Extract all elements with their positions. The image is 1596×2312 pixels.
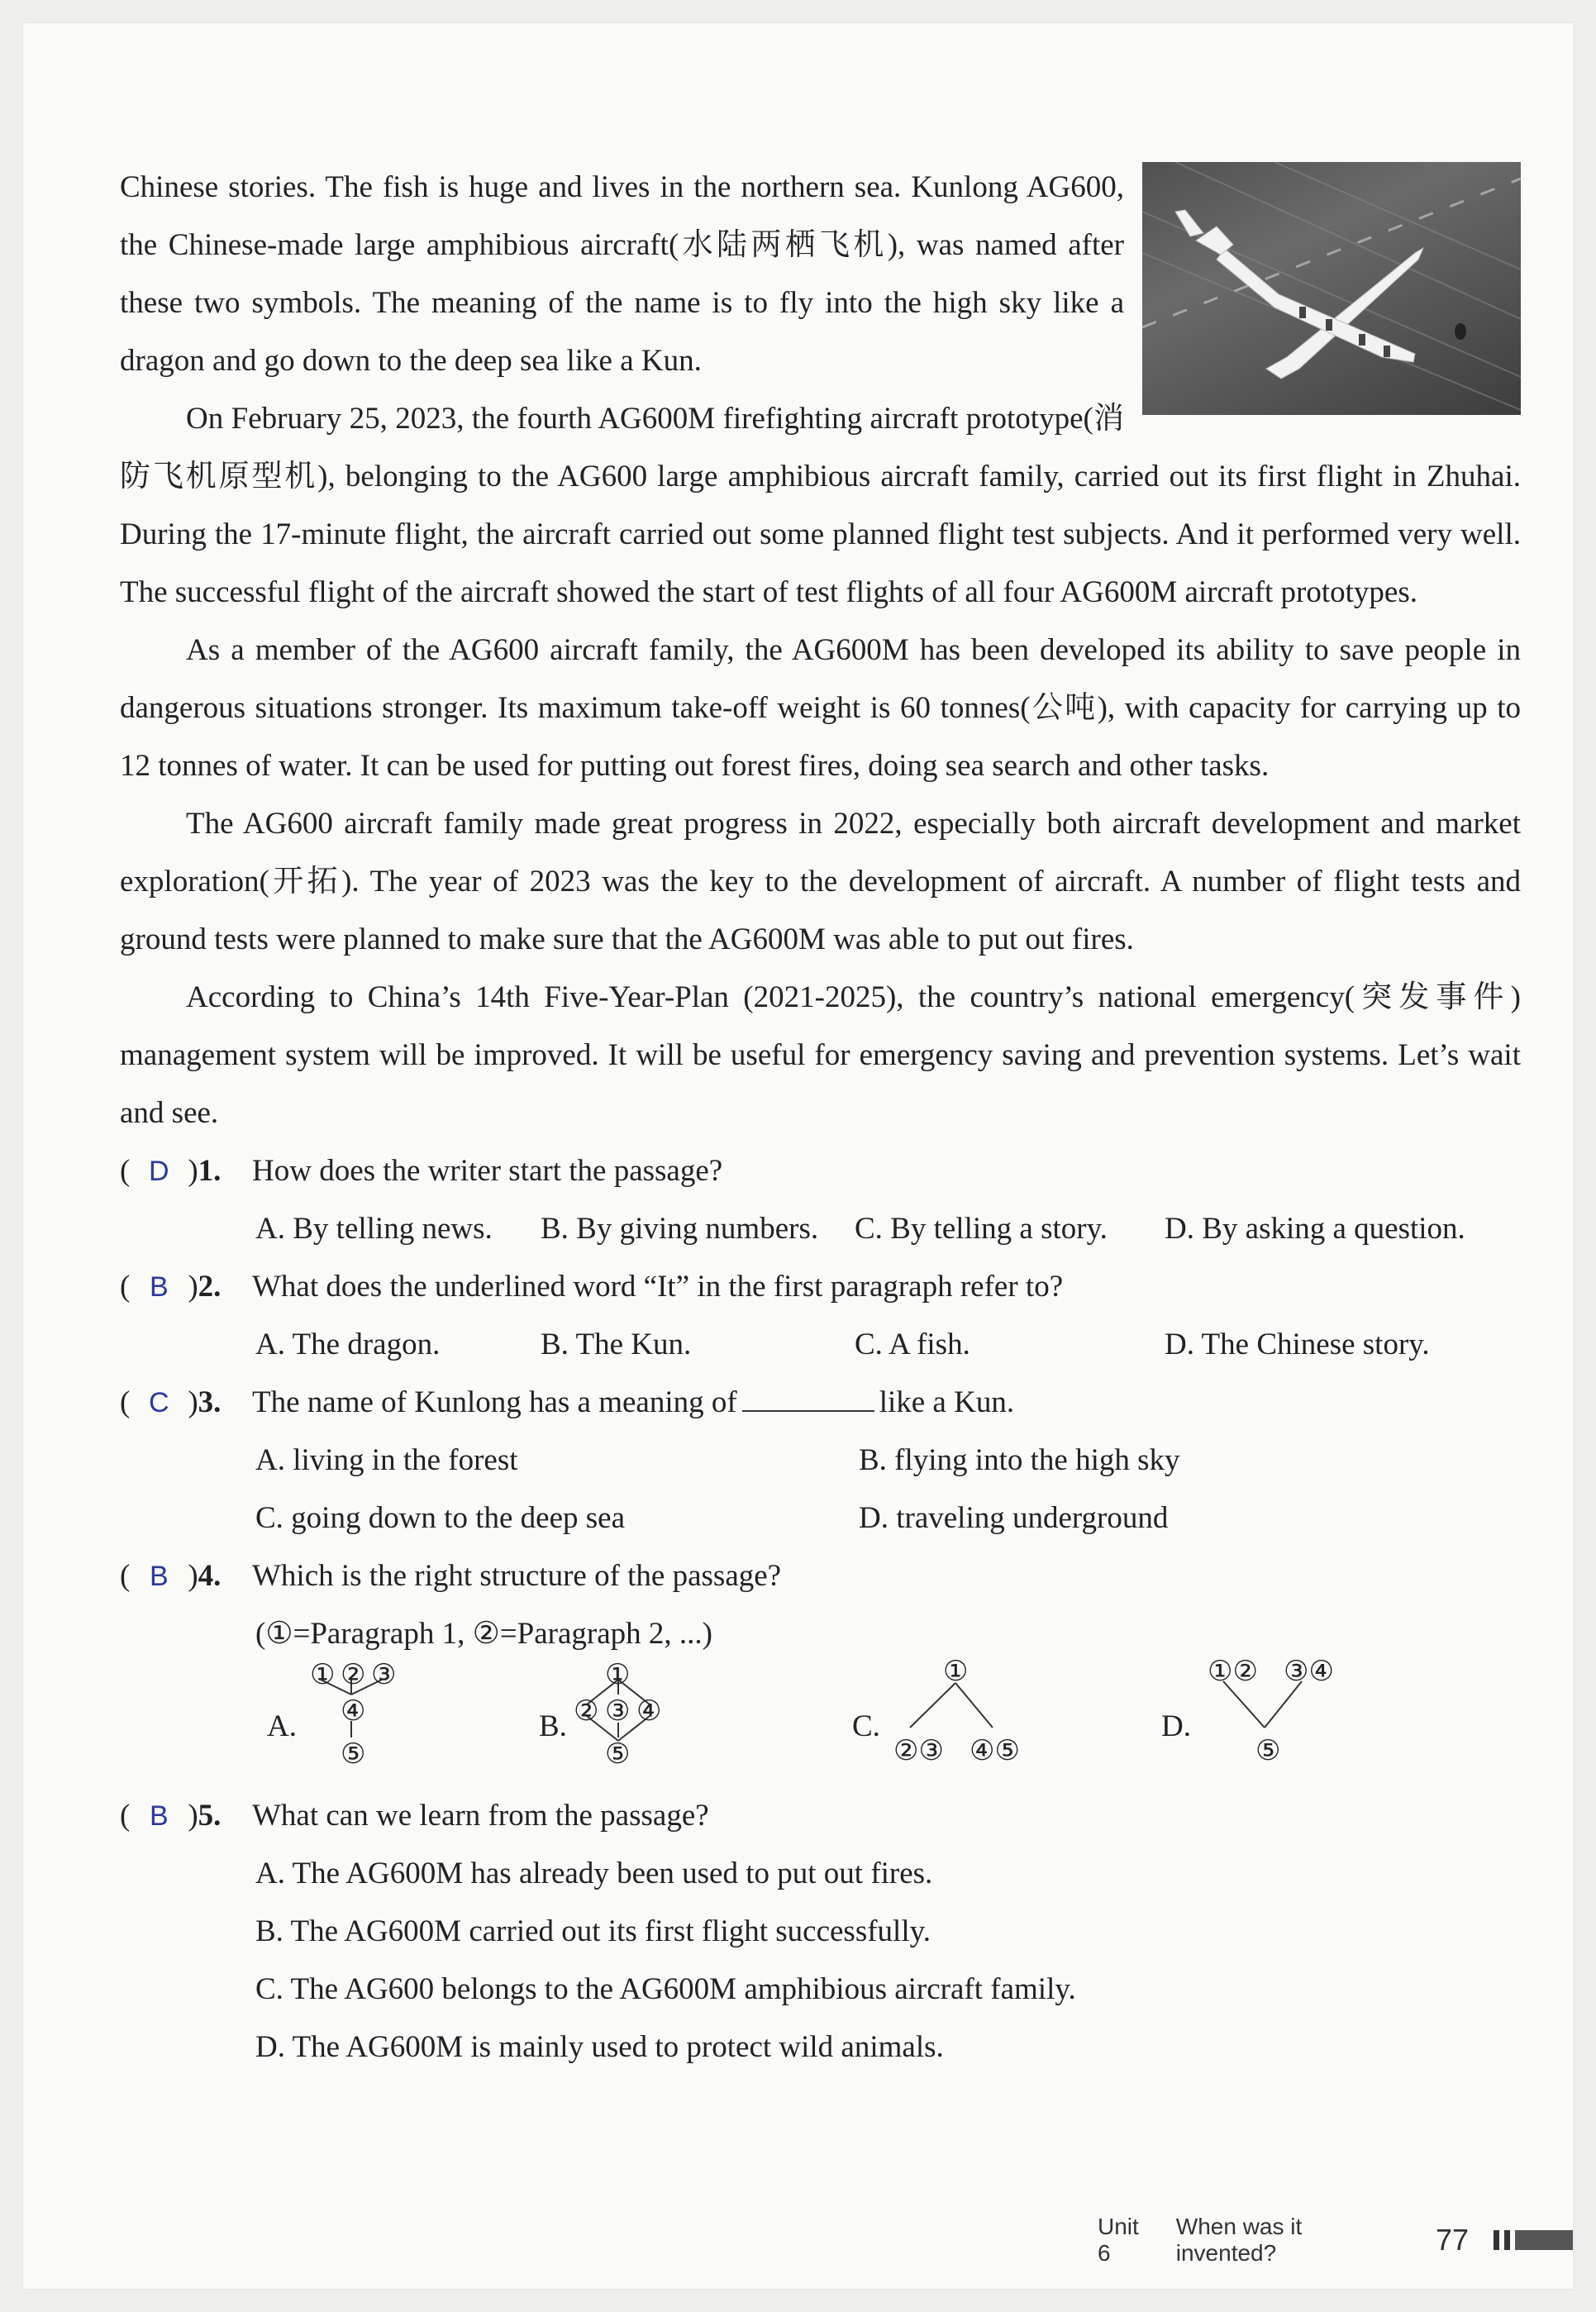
question-3-options-row1: [120, 1432, 1521, 1490]
paragraph-5: According to China’s 14th Five-Year-Plan (2021-2025), the country’s national emergency(突发事件) management system will be improved. It will be useful for emergency saving and prevention systems. Let’s wait and see.: [120, 980, 1521, 1130]
question-2-options: [120, 1316, 1521, 1374]
answer-1: D: [149, 1156, 169, 1187]
question-5: ( B )5. What can we learn from the passage?: [120, 1787, 1521, 1845]
answer-blank: [742, 1380, 874, 1412]
structure-diagrams: A. ① ② ③ ④ ⑤ B. ① ② ③ ④ ⑤ C. ① ②③ ④⑤ D. ①② ③④ ⑤: [267, 1657, 1334, 1770]
option-c: C. A fish.: [855, 1328, 970, 1361]
question-2: ( B )2. What does the underlined word “It” in the first paragraph refer to?: [120, 1258, 1521, 1316]
option-c: C. going down to the deep sea: [255, 1501, 625, 1535]
aircraft-photo: [1142, 162, 1521, 415]
question-1: ( D )1. How does the writer start the passage?: [120, 1142, 1521, 1200]
option-a: A. The dragon.: [255, 1328, 441, 1361]
answer-4: B: [149, 1561, 169, 1592]
option-d: D. By asking a question.: [1165, 1212, 1465, 1246]
paragraph-3: As a member of the AG600 aircraft family, the AG600M has been developed its ability to save people in dangerous situations stronger. Its maximum take-off weight is 60 tonnes(公吨), with capacity for carrying up to 12 tonnes of water. It can be used for putting out forest fires, doing sea search and other tasks.: [120, 633, 1521, 783]
question-2-text: What does the underlined word “It” in the first paragraph refer to?: [252, 1270, 1064, 1304]
question-4-subtext: (①=Paragraph 1, ②=Paragraph 2, ...): [255, 1617, 712, 1651]
option-b: B. The AG600M carried out its first flight successfully.: [255, 1914, 931, 1948]
question-3-text: The name of Kunlong has a meaning of like a Kun.: [252, 1374, 1014, 1432]
option-b: B. flying into the high sky: [859, 1443, 1180, 1477]
option-d: D. The AG600M is mainly used to protect wild animals.: [255, 2030, 944, 2064]
question-4-text: Which is the right structure of the passage?: [252, 1559, 782, 1593]
paragraph-4: The AG600 aircraft family made great progress in 2022, especially both aircraft development and market exploration(开拓). The year of 2023 was the key to the development of aircraft. A number of flight tests and ground tests were planned to make sure that the AG600M was able to put out fires.: [120, 807, 1521, 956]
question-4: ( B )4. Which is the right structure of the passage?: [120, 1547, 1521, 1605]
workbook-page: [23, 23, 1573, 2289]
option-c: C. By telling a story.: [855, 1212, 1108, 1246]
page-number: 77: [1435, 2223, 1469, 2257]
unit-label: Unit 6: [1098, 2214, 1139, 2266]
question-5-text: What can we learn from the passage?: [252, 1799, 709, 1833]
answer-5: B: [149, 1800, 169, 1832]
answer-2: B: [149, 1271, 169, 1303]
footer-decoration: [1494, 2230, 1573, 2250]
paragraph-2: On February 25, 2023, the fourth AG600M firefighting aircraft prototype(消防飞机原型机), belonging to the AG600 large amphibious aircraft family, carried out its first flight in Zhuhai. During the 17-minute flight, the aircraft carried out some planned flight test subjects. And it performed very well. The successful flight of the aircraft showed the start of test flights of all four AG600M aircraft prototypes.: [120, 402, 1521, 609]
question-1-options: [120, 1200, 1521, 1258]
option-a: A. By telling news.: [255, 1212, 493, 1246]
option-b: B. The Kun.: [541, 1328, 692, 1361]
option-b: B. By giving numbers.: [541, 1212, 819, 1246]
option-c: C. The AG600 belongs to the AG600M amphibious aircraft family.: [255, 1972, 1076, 2006]
question-3-options-row2: [120, 1490, 1521, 1547]
unit-title: When was it invented?: [1175, 2214, 1303, 2266]
option-a: A. living in the forest: [255, 1443, 518, 1477]
question-1-text: How does the writer start the passage?: [252, 1154, 723, 1188]
option-d: D. The Chinese story.: [1165, 1328, 1430, 1361]
question-3: ( C )3. The name of Kunlong has a meaning of like a Kun.: [120, 1374, 1521, 1432]
option-d: D. traveling underground: [859, 1501, 1169, 1535]
answer-3: C: [149, 1387, 169, 1418]
page-footer: [1098, 2214, 1573, 2267]
passage-content: [120, 159, 1521, 2076]
option-a: A. The AG600M has already been used to put out fires.: [255, 1857, 933, 1890]
paragraph-1: Chinese stories. The fish is huge and lives in the northern sea. Kunlong AG600, the Chinese-made large amphibious aircraft(水陆两栖飞机), was named after these two symbols. The meaning of the name is to fly into the high sky like a dragon and go down to the deep sea like a Kun.: [120, 170, 1124, 378]
